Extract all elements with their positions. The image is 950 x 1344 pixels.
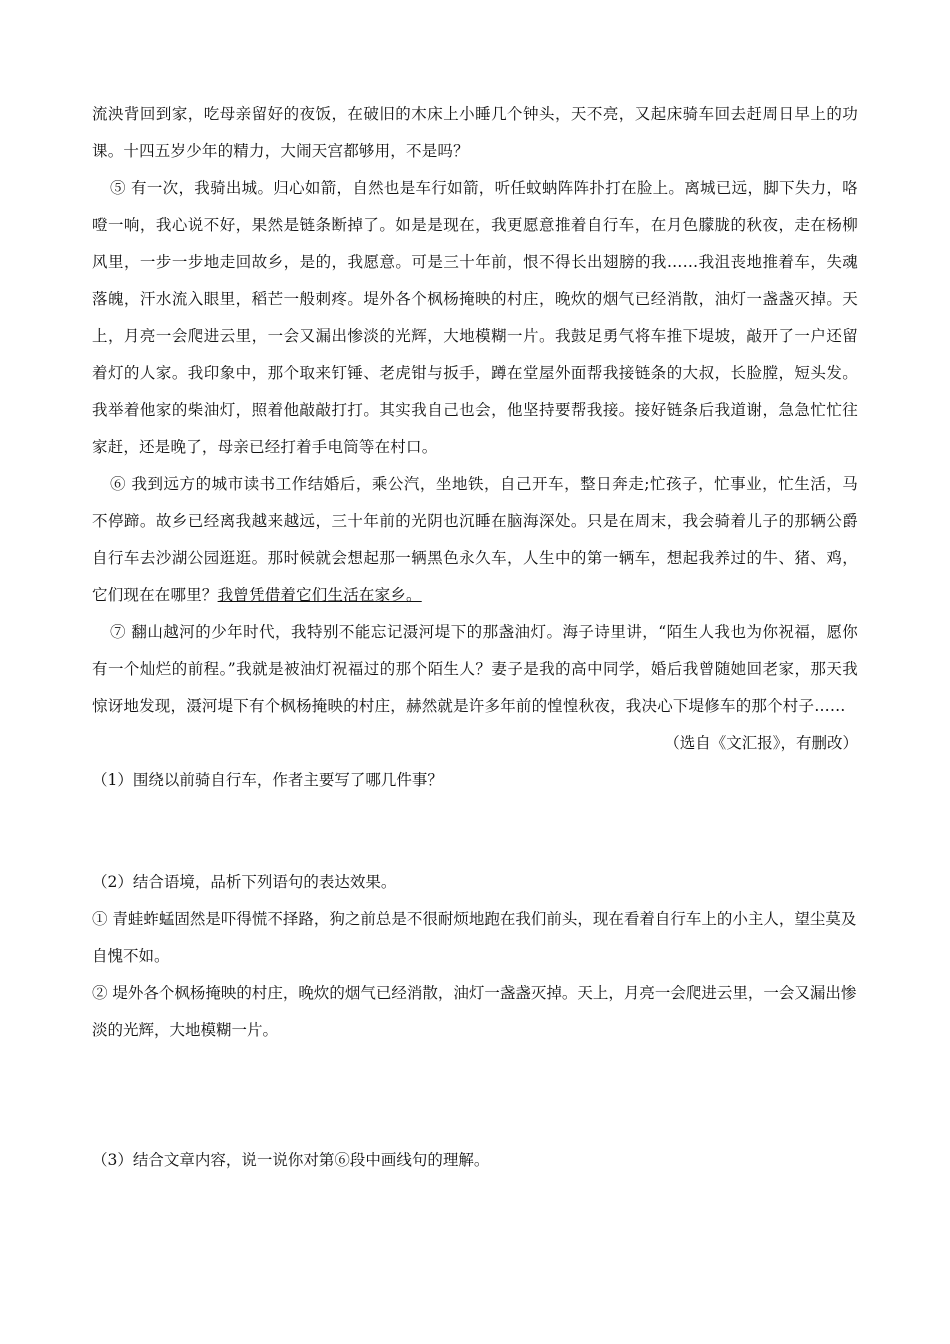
question-1: （1）围绕以前骑自行车，作者主要写了哪几件事？: [92, 771, 443, 789]
underlined-sentence: 我曾凭借着它们生活在家乡。: [217, 586, 422, 604]
answer-space-2: [92, 1049, 858, 1142]
paragraph-6-text: ⑥ 我到远方的城市读书工作结婚后，乘公汽，坐地铁，自己开车，整日奔走;忙孩子，忙事业，忙生活，马不停蹄。故乡已经离我越来越远，三十年前的光阴也沉睡在脑海深处。只是在周末，我会骑着儿子的那辆公爵自行车去沙湖公园逛逛。那时候就会想起那一辆黑色永久车，人生中的第一辆车，想起我养过的牛、猪、鸡，它们现在在哪里？: [92, 475, 858, 604]
source-citation: （选自《文汇报》，有删改）: [664, 734, 858, 752]
question-2-item-2: ② 堤外各个枫杨掩映的村庄，晚炊的烟气已经消散，油灯一盏盏灭掉。天上，月亮一会爬进云里，一会又漏出惨淡的光辉，大地模糊一片。: [92, 984, 857, 1039]
answer-space-1: [92, 799, 858, 864]
question-2-item-1: ① 青蛙蚱蜢固然是吓得慌不择路，狗之前总是不很耐烦地跑在我们前头，现在看着自行车上的小主人，望尘莫及自愧不如。: [92, 910, 857, 965]
document-page: [92, 96, 858, 1179]
question-3: （3）结合文章内容，说一说你对第⑥段中画线句的理解。: [92, 1151, 490, 1169]
paragraph-6: [92, 466, 858, 614]
paragraph-5: ⑤ 有一次，我骑出城。归心如箭，自然也是车行如箭，听任蚊蚋阵阵扑打在脸上。离城已远，脚下失力，咯噔一响，我心说不好，果然是链条断掉了。如是是现在，我更愿意推着自行车，在月色朦胧的秋夜，走在杨柳风里，一步一步地走回故乡，是的，我愿意。可是三十年前，恨不得长出翅膀的我……我沮丧地推着车，失魂落魄，汗水流入眼里，稻芒一般刺疼。堤外各个枫杨掩映的村庄，晚炊的烟气已经消散，油灯一盏盏灭掉。天上，月亮一会爬进云里，一会又漏出惨淡的光辉，大地模糊一片。我鼓足勇气将车推下堤坡，敲开了一户还留着灯的人家。我印象中，那个取来钉锤、老虎钳与扳手，蹲在堂屋外面帮我接链条的大叔，长脸膛，短头发。我举着他家的柴油灯，照着他敲敲打打。其实我自己也会，他坚持要帮我接。接好链条后我道谢，急急忙忙往家赶，还是晚了，母亲已经打着手电筒等在村口。: [92, 179, 858, 456]
question-2: （2）结合语境，品析下列语句的表达效果。: [92, 873, 397, 891]
paragraph-4-continued: 流泱背回到家，吃母亲留好的夜饭，在破旧的木床上小睡几个钟头，天不亮，又起床骑车回去赶周日早上的功课。十四五岁少年的精力，大闹天宫都够用，不是吗？: [92, 105, 858, 160]
paragraph-7: ⑦ 翻山越河的少年时代，我特别不能忘记滠河堤下的那盏油灯。海子诗里讲，“陌生人我也为你祝福，愿你有一个灿烂的前程。”我就是被油灯祝福过的那个陌生人？妻子是我的高中同学，婚后我曾随她回老家，那天我惊讶地发现，滠河堤下有个枫杨掩映的村庄，赫然就是许多年前的惶惶秋夜，我决心下堤修车的那个村子……: [92, 623, 858, 715]
